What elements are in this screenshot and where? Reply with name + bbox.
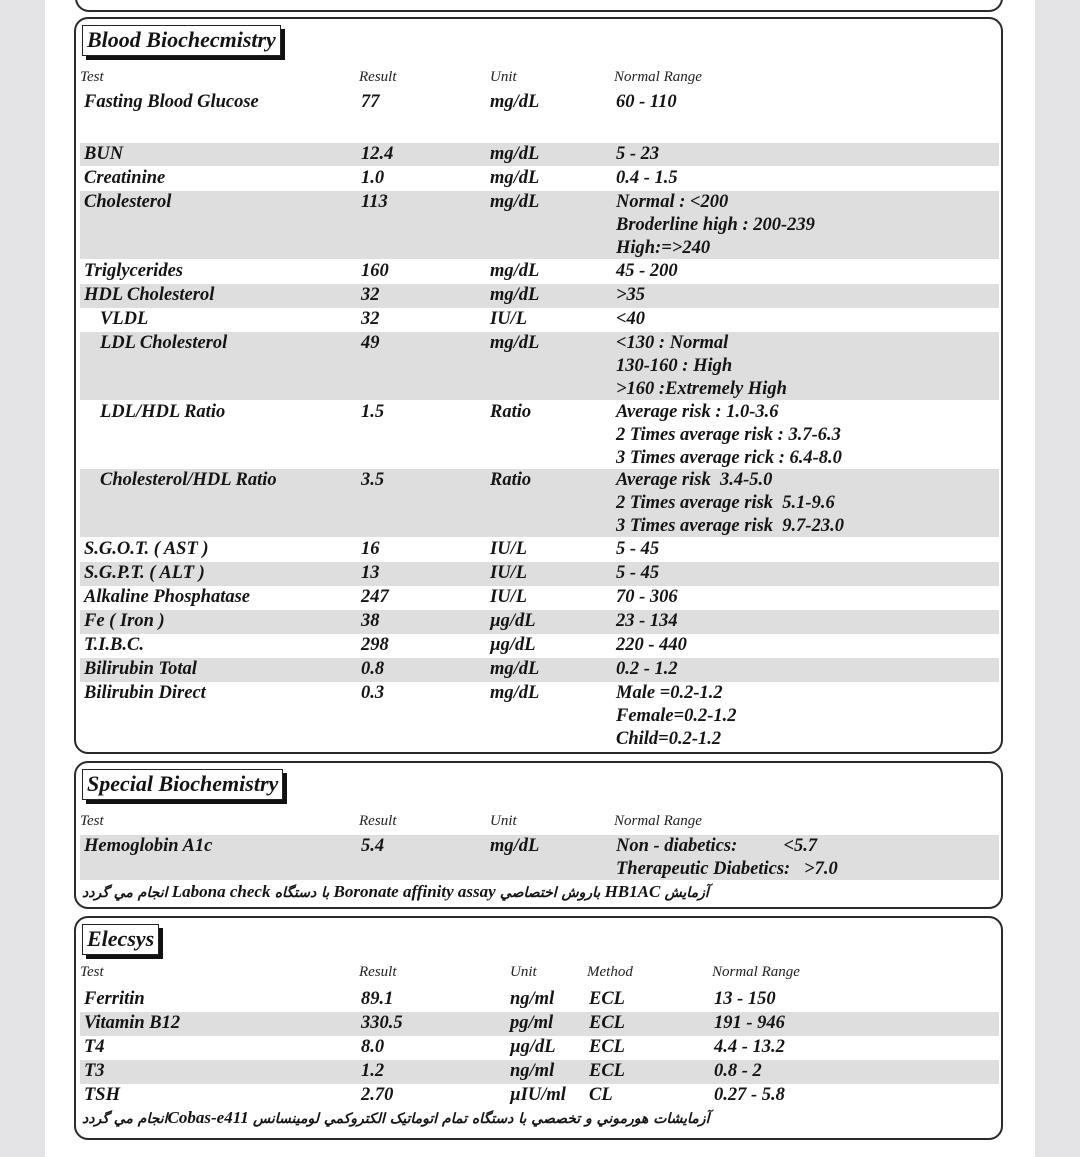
normal-range: 4.4 - 13.2	[714, 1037, 785, 1057]
normal-range: 13 - 150	[714, 989, 776, 1009]
special-biochemistry-panel	[74, 761, 1003, 909]
result-value: 16	[361, 539, 380, 559]
unit: mg/dL	[490, 659, 540, 679]
method: ECL	[589, 1061, 625, 1081]
normal-range	[616, 260, 678, 283]
table-header	[80, 964, 999, 982]
unit: µg/dL	[490, 611, 536, 631]
blood-biochemistry-panel	[74, 17, 1003, 754]
result-value: 247	[361, 587, 389, 607]
panel-title: Blood Biochecmistry	[82, 25, 281, 56]
header-result: Result	[359, 69, 397, 85]
unit: mg/dL	[490, 285, 540, 305]
unit: mg/dL	[490, 92, 540, 112]
table-row	[80, 91, 999, 115]
test-name: Ferritin	[84, 989, 145, 1009]
unit: IU/L	[490, 539, 527, 559]
normal-range-line: Non - diabetics: <5.7	[616, 836, 818, 856]
result-value: 0.3	[361, 683, 385, 703]
normal-range-line: 23 - 134	[616, 611, 678, 631]
unit: µg/dL	[490, 635, 536, 655]
normal-range-line: Child=0.2-1.2	[616, 729, 722, 749]
method: ECL	[589, 1037, 625, 1057]
normal-range	[616, 610, 678, 633]
note-part: انجام مي گردد	[82, 1111, 168, 1127]
note-part: آزمايشات هورموني و تخصصي با دستگاه تمام اتوماتيک الکتروکمي لومينسانس	[253, 1111, 710, 1127]
table-row	[80, 469, 999, 537]
header-normal-range: Normal Range	[712, 964, 800, 980]
table-row	[80, 1012, 999, 1036]
test-name: Bilirubin Total	[84, 659, 197, 679]
result-value: 298	[361, 635, 389, 655]
header-unit: Unit	[490, 813, 517, 829]
table-row	[80, 634, 999, 657]
normal-range: 191 - 946	[714, 1013, 785, 1033]
table-row	[80, 1060, 999, 1084]
normal-range	[616, 191, 815, 260]
result-value: 160	[361, 261, 389, 281]
table-row	[80, 538, 999, 561]
normal-range-line: Average risk 3.4-5.0	[616, 470, 773, 490]
header-test: Test	[80, 813, 104, 829]
table-row	[80, 586, 999, 609]
normal-range-line: 3 Times average risk 9.7-23.0	[616, 516, 844, 536]
test-name: S.G.P.T. ( ALT )	[84, 563, 205, 583]
unit: IU/L	[490, 309, 527, 329]
elecsys-panel	[74, 916, 1003, 1140]
result-value: 1.5	[361, 402, 385, 422]
normal-range-line: Normal : <200	[616, 192, 729, 212]
note-part: Cobas-e411	[167, 1108, 249, 1127]
header-result: Result	[359, 964, 397, 980]
panel-title: Special Biochemistry	[82, 769, 283, 800]
normal-range-line: >160 :Extremely High	[616, 379, 787, 399]
result-value: 113	[361, 192, 388, 212]
result-value: 1.2	[361, 1061, 385, 1081]
note-part: با دستگاه	[274, 885, 330, 901]
normal-range	[616, 835, 838, 881]
normal-range-line: 45 - 200	[616, 261, 678, 281]
test-name: Triglycerides	[84, 261, 183, 281]
normal-range-line: Therapeutic Diabetics: >7.0	[616, 859, 838, 879]
note-part: Labona check	[171, 882, 271, 901]
normal-range-line: <40	[616, 309, 646, 329]
unit: IU/L	[490, 587, 527, 607]
unit: mg/dL	[490, 261, 540, 281]
normal-range	[616, 332, 787, 401]
normal-range-line: High:=>240	[616, 238, 711, 258]
normal-range-line: Broderline high : 200-239	[616, 215, 815, 235]
table-row	[80, 988, 999, 1012]
result-value: 89.1	[361, 989, 394, 1009]
normal-range-line: 60 - 110	[616, 92, 677, 112]
test-name: LDL/HDL Ratio	[100, 402, 226, 422]
unit: mg/dL	[490, 192, 540, 212]
result-value: 32	[361, 285, 380, 305]
normal-range	[616, 469, 844, 538]
unit: µIU/ml	[510, 1085, 566, 1105]
method: CL	[589, 1085, 613, 1105]
table-row	[80, 1084, 999, 1107]
table-row	[80, 167, 999, 190]
unit: Ratio	[490, 470, 532, 490]
result-value: 0.8	[361, 659, 385, 679]
table-row	[80, 401, 999, 469]
normal-range-line: Male =0.2-1.2	[616, 683, 723, 703]
result-value: 49	[361, 333, 380, 353]
table-row	[80, 260, 999, 283]
normal-range-line: Average risk : 1.0-3.6	[616, 402, 779, 422]
normal-range-line: 130-160 : High	[616, 356, 733, 376]
unit: mg/dL	[490, 144, 540, 164]
result-value: 13	[361, 563, 380, 583]
test-name: Cholesterol/HDL Ratio	[100, 470, 277, 490]
test-name: Alkaline Phosphatase	[84, 587, 251, 607]
header-unit: Unit	[490, 69, 517, 85]
normal-range	[616, 91, 677, 114]
note-part: Boronate affinity assay	[333, 882, 496, 901]
result-value: 330.5	[361, 1013, 403, 1033]
test-name: Fe ( Iron )	[84, 611, 165, 631]
table-row	[80, 143, 999, 166]
normal-range: 0.27 - 5.8	[714, 1085, 785, 1105]
normal-range-line: 220 - 440	[616, 635, 687, 655]
normal-range-line: 5 - 23	[616, 144, 660, 164]
unit: mg/dL	[490, 333, 540, 353]
normal-range	[616, 167, 678, 190]
unit: Ratio	[490, 402, 532, 422]
test-name: T4	[84, 1037, 105, 1057]
note-part: آزمايش	[664, 885, 709, 901]
table-row	[80, 835, 999, 880]
normal-range-line: >35	[616, 285, 646, 305]
unit: µg/dL	[510, 1037, 556, 1057]
unit: mg/dL	[490, 836, 540, 856]
normal-range	[616, 401, 842, 470]
result-value: 32	[361, 309, 380, 329]
header-result: Result	[359, 813, 397, 829]
table-row	[80, 1036, 999, 1060]
test-name: Vitamin B12	[84, 1013, 181, 1033]
table-header	[80, 813, 999, 831]
unit: pg/ml	[510, 1013, 554, 1033]
unit: ng/ml	[510, 1061, 555, 1081]
normal-range	[616, 562, 659, 585]
result-value: 38	[361, 611, 380, 631]
test-name: T3	[84, 1061, 105, 1081]
result-value: 8.0	[361, 1037, 385, 1057]
test-name: Bilirubin Direct	[84, 683, 206, 703]
unit: mg/dL	[490, 683, 540, 703]
test-name: Creatinine	[84, 168, 166, 188]
test-name: HDL Cholesterol	[84, 285, 215, 305]
header-test: Test	[80, 964, 104, 980]
normal-range-line: 3 Times average rick : 6.4-8.0	[616, 448, 842, 468]
normal-range-line: 2 Times average risk : 3.7-6.3	[616, 425, 841, 445]
table-row	[80, 308, 999, 331]
normal-range	[616, 538, 659, 561]
test-name: S.G.O.T. ( AST )	[84, 539, 209, 559]
header-normal-range: Normal Range	[614, 69, 702, 85]
method-note	[82, 882, 995, 902]
table-row	[80, 658, 999, 682]
unit: mg/dL	[490, 168, 540, 188]
header-method: Method	[587, 964, 633, 980]
header-test: Test	[80, 69, 104, 85]
table-row	[80, 191, 999, 259]
result-value: 2.70	[361, 1085, 394, 1105]
normal-range-line: <130 : Normal	[616, 333, 729, 353]
note-part: HB1AC	[604, 882, 661, 901]
normal-range-line: 2 Times average risk 5.1-9.6	[616, 493, 835, 513]
note-part: انجام مي گردد	[82, 885, 168, 901]
test-name: TSH	[84, 1085, 120, 1105]
table-row	[80, 682, 999, 751]
header-unit: Unit	[510, 964, 537, 980]
normal-range	[616, 634, 687, 657]
test-name: Cholesterol	[84, 192, 172, 212]
table-row	[80, 610, 999, 634]
normal-range-line: 5 - 45	[616, 563, 660, 583]
panel-title: Elecsys	[82, 924, 159, 955]
result-value: 1.0	[361, 168, 385, 188]
result-value: 77	[361, 92, 380, 112]
normal-range-line: 5 - 45	[616, 539, 660, 559]
method-note	[82, 1108, 995, 1128]
test-name: VLDL	[100, 309, 149, 329]
normal-range	[616, 284, 645, 307]
normal-range-line: 0.4 - 1.5	[616, 168, 678, 188]
normal-range	[616, 658, 678, 681]
table-row	[80, 562, 999, 586]
normal-range-line: 0.2 - 1.2	[616, 659, 678, 679]
result-value: 5.4	[361, 836, 385, 856]
normal-range	[616, 586, 678, 609]
table-row	[80, 332, 999, 400]
normal-range	[616, 682, 737, 751]
previous-section-box	[75, 0, 1003, 12]
unit: IU/L	[490, 563, 527, 583]
method: ECL	[589, 1013, 625, 1033]
test-name: Fasting Blood Glucose	[84, 92, 259, 112]
test-name: BUN	[84, 144, 124, 164]
test-name: Hemoglobin A1c	[84, 836, 213, 856]
normal-range-line: Female=0.2-1.2	[616, 706, 737, 726]
normal-range: 0.8 - 2	[714, 1061, 762, 1081]
table-row	[80, 284, 999, 308]
test-name: T.I.B.C.	[84, 635, 144, 655]
unit: ng/ml	[510, 989, 555, 1009]
normal-range-line: 70 - 306	[616, 587, 678, 607]
test-name: LDL Cholesterol	[100, 333, 228, 353]
normal-range	[616, 308, 645, 331]
table-header	[80, 69, 999, 87]
normal-range	[616, 143, 659, 166]
method: ECL	[589, 989, 625, 1009]
header-normal-range: Normal Range	[614, 813, 702, 829]
result-value: 12.4	[361, 144, 394, 164]
result-value: 3.5	[361, 470, 385, 490]
note-part: باروش اختصاصي	[499, 885, 601, 901]
